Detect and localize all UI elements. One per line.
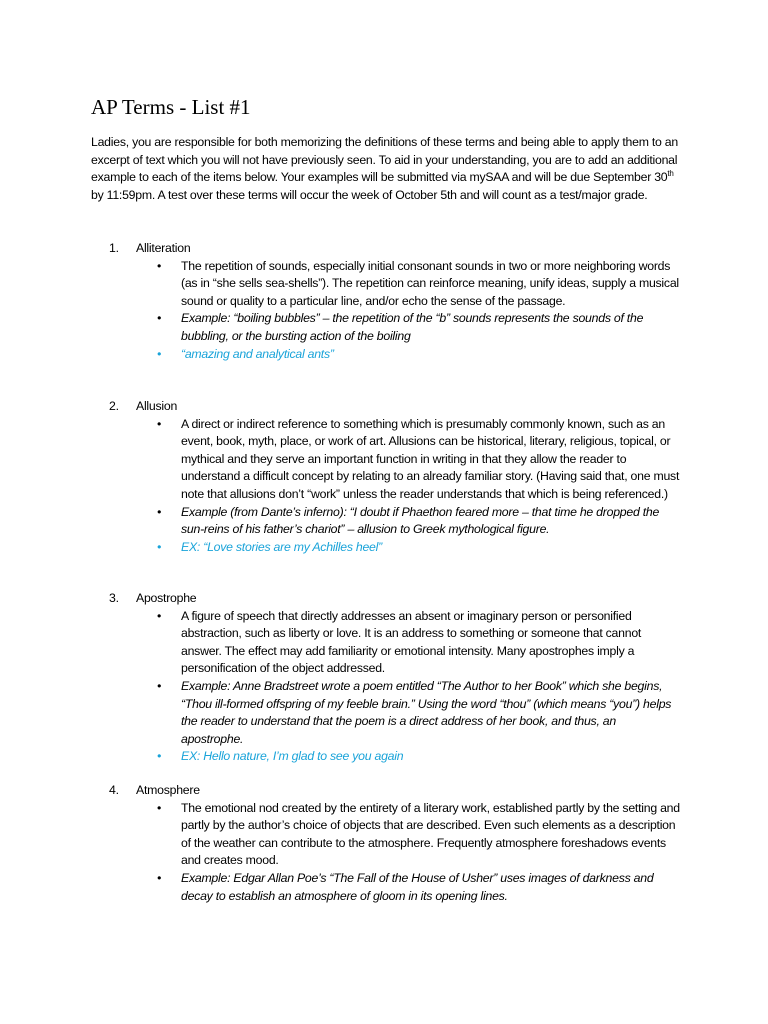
term-number: 4. (109, 783, 119, 797)
term-heading (109, 590, 196, 608)
term-number: 2. (109, 399, 119, 413)
bullet-icon: • (157, 678, 162, 693)
term-name: Atmosphere (136, 783, 200, 797)
term-number: 3. (109, 591, 119, 605)
bullet-icon: • (157, 870, 162, 885)
student-example-bullet (0, 346, 681, 364)
student-example-bullet (0, 748, 681, 766)
bullet-icon: • (157, 504, 162, 519)
term-bullets (0, 800, 768, 906)
definition-bullet (0, 258, 681, 311)
bullet-icon: • (157, 258, 162, 273)
date-ordinal-suffix: th (667, 169, 674, 179)
term-bullets (0, 258, 768, 364)
definition-bullet (0, 800, 681, 870)
definition-bullet (0, 608, 681, 678)
term-bullets (0, 416, 768, 557)
example-text: Example: Anne Bradstreet wrote a poem entitled “The Author to her Book” which she begins, “Thou ill-formed offspring of my feeble brain.” Using the word “thou” (which means “you”) helps the reader to understand that the poem is a direct address of her book, and thus, an apostrophe. (181, 678, 672, 746)
term-bullets (0, 608, 768, 766)
student-example-text: EX: “Love stories are my Achilles heel” (181, 539, 382, 554)
term-name: Apostrophe (136, 591, 197, 605)
term-name: Allusion (136, 399, 178, 413)
term-heading (109, 398, 177, 416)
definition-bullet (0, 416, 681, 504)
student-example-bullet (0, 539, 681, 557)
student-example-text: EX: Hello nature, I’m glad to see you again (181, 749, 404, 764)
bullet-icon: • (157, 311, 162, 326)
bullet-icon: • (157, 608, 162, 623)
term-number: 1. (109, 241, 119, 255)
definition-text: The repetition of sounds, especially initial consonant sounds in two or more neighboring words (as in “she sells sea-shells”). The repetition can reinforce meaning, unify ideas, supply a musical sound or quality to a particular line, and/or echo the sense of the passage. (181, 258, 679, 308)
example-text: Example: “boiling bubbles” – the repetition of the “b” sounds represents the sounds of the bubbling, or the bursting action of the boiling (181, 311, 644, 343)
document-title: AP Terms - List #1 (91, 95, 251, 119)
bullet-icon: • (157, 539, 162, 554)
bullet-icon: • (157, 416, 162, 431)
term-name: Alliteration (136, 241, 191, 255)
bullet-icon: • (157, 346, 162, 361)
intro-text-continued: by 11:59pm. A test over these terms will occur the week of October 5th and will count as a test/major grade. (91, 187, 648, 202)
bullet-icon: • (157, 800, 162, 815)
example-bullet (0, 678, 681, 748)
intro-paragraph (91, 134, 681, 204)
definition-text: A figure of speech that directly addresses an absent or imaginary person or personified abstraction, such as liberty or love. It is an address to something or someone that cannot answer. The effect may add familiarity or emotional intensity. Many apostrophes imply a personification of the object addressed. (181, 608, 642, 676)
student-example-text: “amazing and analytical ants” (181, 346, 334, 361)
bullet-icon: • (157, 749, 162, 764)
term-heading (109, 782, 200, 800)
example-bullet (0, 504, 681, 539)
example-text: Example: Edgar Allan Poe’s “The Fall of the House of Usher” uses images of darkness and decay to establish an atmosphere of gloom in its opening lines. (181, 870, 654, 903)
intro-text: Ladies, you are responsible for both memorizing the definitions of these terms and being able to apply them to an excerpt of text which you will not have previously seen. To aid in your understanding, you are to add an additional example to each of the items below. Your examples will be submitted via mySAA and will be due September 30 (91, 135, 678, 185)
example-text: Example (from Dante’s inferno): “I doubt if Phaethon feared more – that time he dropped the sun-reins of his father’s chariot” – allusion to Greek mythological figure. (181, 504, 660, 537)
definition-text: The emotional nod created by the entirety of a literary work, established partly by the setting and partly by the author’s choice of objects that are described. Even such elements as a description of the weather can contribute to the atmosphere. Frequently atmosphere foreshadows events and creates mood. (181, 800, 680, 868)
definition-text: A direct or indirect reference to something which is presumably commonly known, such as an event, book, myth, place, or work of art. Allusions can be historical, literary, religious, topical, or mythical and they serve an important function in writing in that they allow the reader to understand a difficult concept by relating to an already familiar story. (Having said that, one must note that allusions don’t “work” unless the reader understands that which is being referenced.) (181, 416, 680, 501)
example-bullet (0, 310, 681, 345)
example-bullet (0, 870, 681, 905)
term-heading (109, 240, 190, 258)
